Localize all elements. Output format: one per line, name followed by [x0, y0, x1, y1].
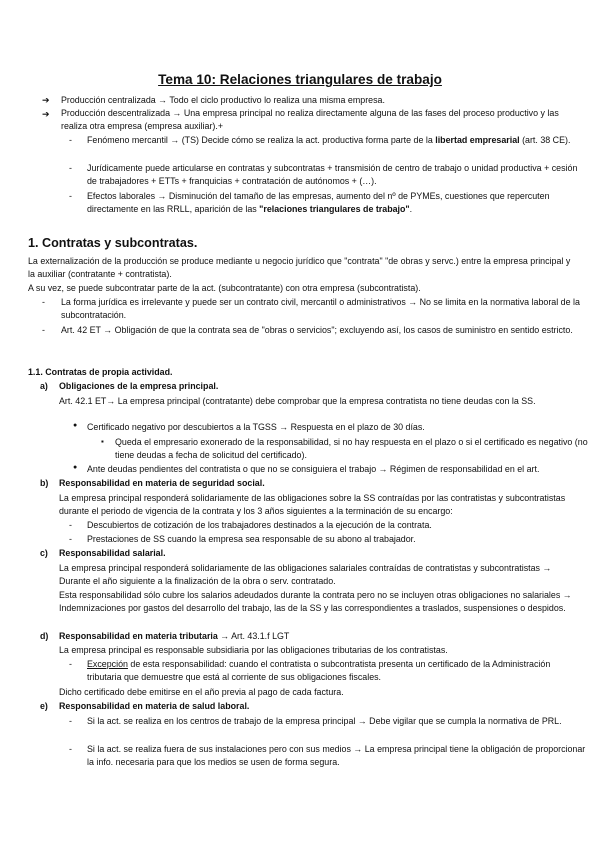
bullet-dot: ● [73, 422, 78, 429]
page-title: Tema 10: Relaciones triangulares de trabajo [158, 72, 442, 87]
dash-bullet: - [69, 744, 72, 754]
square-bullet: ▪ [101, 437, 104, 446]
dash-bullet: - [69, 191, 72, 201]
item-a-deudas: Ante deudas pendientes del contratista o que no se consiguiera el trabajo → Régimen de responsabilidad en el art. [87, 464, 540, 474]
dash-bullet: - [69, 716, 72, 726]
section-1-subcontract: A su vez, se puede subcontratar parte de la act. (subcontratante) con otra empresa (subcontratista). [28, 283, 421, 293]
section-1-forma-juridica: La forma jurídica es irrelevante y puede ser un contrato civil, mercantil o administrativos → No se limita en la normativa laboral de la subcontratación. [61, 297, 580, 320]
item-d-marker: d) [40, 631, 49, 641]
item-b-descubiertos: Descubiertos de cotización de los trabajadores destinados a la ejecución de la contrata. [87, 520, 432, 530]
dash-bullet: - [42, 325, 45, 335]
item-b-prestaciones: Prestaciones de SS cuando la empresa sea responsable de su abono al trabajador. [87, 534, 416, 544]
dash-bullet: - [69, 520, 72, 530]
item-b-paragraph: La empresa principal responderá solidariamente de las obligaciones sobre la SS contraídas por las contratistas y subcontratistas durante el periodo de vigencia de la contrata y los 3 años siguientes a la terminación de su encargo: [59, 493, 566, 516]
section-1-art42: Art. 42 ET → Obligación de que la contrata sea de "obras o servicios"; excluyendo así, los casos de suministro en sentido estricto. [61, 325, 573, 335]
dash-bullet: - [69, 163, 72, 173]
item-d-title: Responsabilidad en materia tributaria → Art. 43.1.f LGT [59, 631, 290, 641]
item-a-marker: a) [40, 381, 48, 391]
item-a-certificado: Certificado negativo por descubiertos a la TGSS → Respuesta en el plazo de 30 días. [87, 422, 425, 432]
arrow-bullet-icon: ➔ [42, 109, 50, 119]
intro-centralized: Producción centralizada → Todo el ciclo productivo lo realiza una misma empresa. [61, 95, 385, 105]
intro-fenomeno-mercantil: Fenómeno mercantil → (TS) Decide cómo se realiza la act. productiva forma parte de la libertad empresarial (art. 38 CE). [87, 135, 571, 145]
dash-bullet: - [69, 534, 72, 544]
item-a-exonerado: Queda el empresario exonerado de la responsabilidad, si no hay respuesta en el plazo o si el certificado es negativo (no tiene deudas a fecha de solicitud del certificado). [115, 437, 588, 460]
dash-bullet: - [42, 297, 45, 307]
item-b-marker: b) [40, 478, 49, 488]
item-a-paragraph: Art. 42.1 ET→ La empresa principal (contratante) debe comprobar que la empresa contratista no tiene deudas con la SS. [59, 396, 536, 406]
intro-decentralized: Producción descentralizada → Una empresa principal no realiza directamente alguna de las fases del proceso productivo y las realiza otra empresa (empresa auxiliar).+ [61, 108, 559, 131]
item-e-centros: Si la act. se realiza en los centros de trabajo de la empresa principal → Debe vigilar que se cumpla la normativa de PRL. [87, 716, 562, 726]
item-e-marker: e) [40, 701, 48, 711]
section-1-1-heading: 1.1. Contratas de propia actividad. [28, 367, 173, 377]
section-1-heading: 1. Contratas y subcontratas. [28, 236, 198, 250]
arrow-bullet-icon: ➔ [42, 95, 50, 105]
item-d-paragraph-1: La empresa principal es responsable subsidiaria por las obligaciones tributarias de los contratistas. [59, 645, 448, 655]
item-c-paragraph-2: Esta responsabilidad sólo cubre los salarios adeudados durante la contrata pero no se incluyen otras obligaciones no salariales → Indemnizaciones por gastos del desarrollo del trabajo, las de la SS y las correspondientes a traslados, suspensiones o despidos. [59, 590, 572, 613]
item-c-paragraph-1: La empresa principal responderá solidariamente de las obligaciones salariales contraídas de contratistas y subcontratistas → Durante el año siguiente a la finalización de la obra o serv. contratado. [59, 563, 552, 586]
item-b-title: Responsabilidad en materia de seguridad social. [59, 478, 265, 488]
item-c-title: Responsabilidad salarial. [59, 548, 166, 558]
item-d-paragraph-2: Dicho certificado debe emitirse en el año previa al pago de cada factura. [59, 687, 344, 697]
intro-efectos-laborales: Efectos laborales → Disminución del tamaño de las empresas, aumento del nº de PYMEs, cuestiones que repercuten directamente en las RRLL, aparición de las "relaciones triangulares de trabajo". [87, 191, 550, 214]
section-1-paragraph: La externalización de la producción se produce mediante u negocio jurídico que "contrata" "de obras y servc.) entre la empresa principal y la auxiliar (contratante + contratista). [28, 256, 571, 279]
dash-bullet: - [69, 135, 72, 145]
item-a-title: Obligaciones de la empresa principal. [59, 381, 219, 391]
item-c-marker: c) [40, 548, 48, 558]
intro-juridicamente: Jurídicamente puede articularse en contratas y subcontratas + transmisión de centro de trabajo o unidad productiva + cesión de trabajadores + ETTs + franquicias + contratación de autónomos + (…). [87, 163, 578, 186]
item-e-title: Responsabilidad en materia de salud laboral. [59, 701, 250, 711]
dash-bullet: - [69, 659, 72, 669]
item-d-excepcion: Excepción de esta responsabilidad: cuando el contratista o subcontratista presenta un certificado de la Administración tributaria que demuestre que está al corriente de sus obligaciones fiscales. [87, 659, 551, 682]
item-e-fuera: Si la act. se realiza fuera de sus instalaciones pero con sus medios → La empresa principal tiene la obligación de proporcionar la info. necesaria para que los medios se usen de forma segura. [87, 744, 586, 767]
bullet-dot: ● [73, 464, 78, 471]
